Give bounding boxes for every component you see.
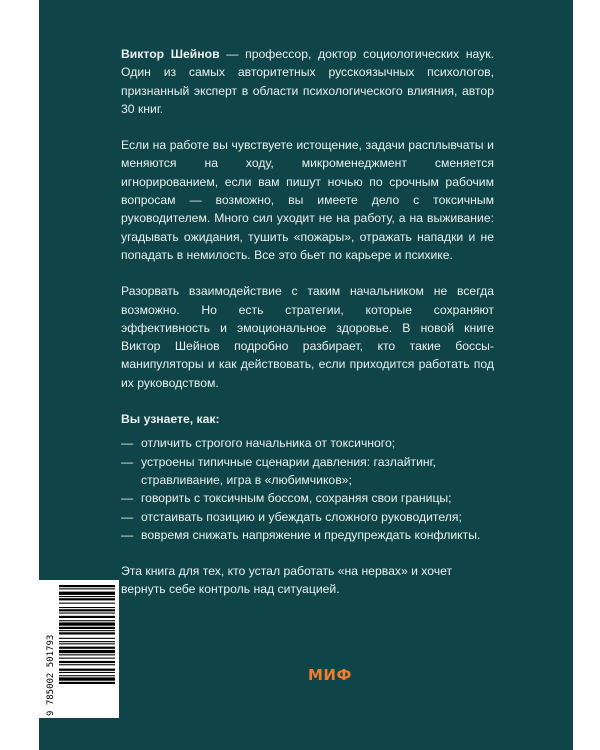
author-name: Виктор Шейнов [121,47,220,61]
barcode-bar [59,620,115,621]
dash: — [121,454,134,469]
barcode-number: 9 785002 501793 [46,634,56,716]
list-item: — устроены типичные сценарии давления: газлайтинг, стравливание, игра в «любимчиков»; [121,454,436,487]
barcode-bar [59,647,115,649]
barcode-bar [59,672,115,673]
barcode-bar [59,638,115,639]
barcode-bar [59,592,115,595]
barcode-bar [59,585,115,587]
barcode-bar [59,632,115,634]
cover-text-block [121,45,494,599]
barcode-bar [59,654,115,655]
barcode-bar [59,682,115,684]
list-item: — отстаивать позицию и убеждать сложного руководителя; [121,508,494,526]
barcode-bar [59,675,115,676]
barcode-bar [59,603,115,604]
barcode-bar [59,661,115,663]
barcode-bar [59,630,115,631]
closing-paragraph: Эта книга для тех, кто устал работать «на нервах» и хочет вернуть себе контроль над ситуацией. [121,564,453,597]
list-item: — отличить строгого начальника от токсичного; [121,434,494,452]
learn-list [121,434,494,544]
barcode-bar [59,588,115,589]
dash: — [121,509,134,524]
barcode-bar [59,622,115,625]
barcode-bar [59,613,115,614]
dash: — [121,436,134,451]
barcode-bar [59,664,115,665]
list-item: — говорить с токсичным боссом, сохраняя свои границы; [121,489,494,507]
barcode-bar [59,677,115,680]
author-intro [121,45,494,118]
description-paragraph: Разорвать взаимодействие с таким начальником не всегда возможно. Но есть стратегии, которые сохраняют эффективность и эмоциональное здоровье. В новой книге Виктор Шейнов подробно разбирает, кто такие боссы-манипуляторы и как действовать, если приходится работать под их руководством. [121,284,494,390]
barcode-bar [59,641,115,642]
description-paragraph: Если на работе вы чувствуете истощение, задачи расплывчаты и меняются на ходу, микроменеджмент сменяется игнорированием, если вам пишут ночью по срочным рабочим вопросам — возможно, вы имеете дело с токсичным руководителем. Много сил уходит не на работу, а на выживание: угадывать ожидания, тушить «пожары», отражать нападки и не попадать в немилость. Все это бьет по карьере и психике. [121,138,494,262]
learn-heading: Вы узнаете, как: [121,412,220,427]
author-bio: — профессор, доктор социологических наук. Один из самых авторитетных русскоязычных психологов, признанный эксперт в области психологического влияния, автор 30 книг. [121,47,494,116]
barcode-bar [59,643,115,644]
dash: — [121,527,134,542]
barcode-graphic [39,580,119,718]
list-item: — вовремя снижать напряжение и предупреждать конфликты. [121,526,494,544]
barcode-bar [59,596,115,597]
barcode-bar [59,650,115,653]
barcode-bar [59,658,115,659]
dash: — [121,491,134,506]
barcode-bar [59,609,115,611]
barcode-bar [59,598,115,600]
barcode-bar [59,627,115,629]
publisher-logo: МИФ [308,666,352,684]
barcode-bar [59,616,115,618]
barcode-bar [59,607,115,608]
barcode-bar [59,669,115,671]
barcode [39,580,119,718]
